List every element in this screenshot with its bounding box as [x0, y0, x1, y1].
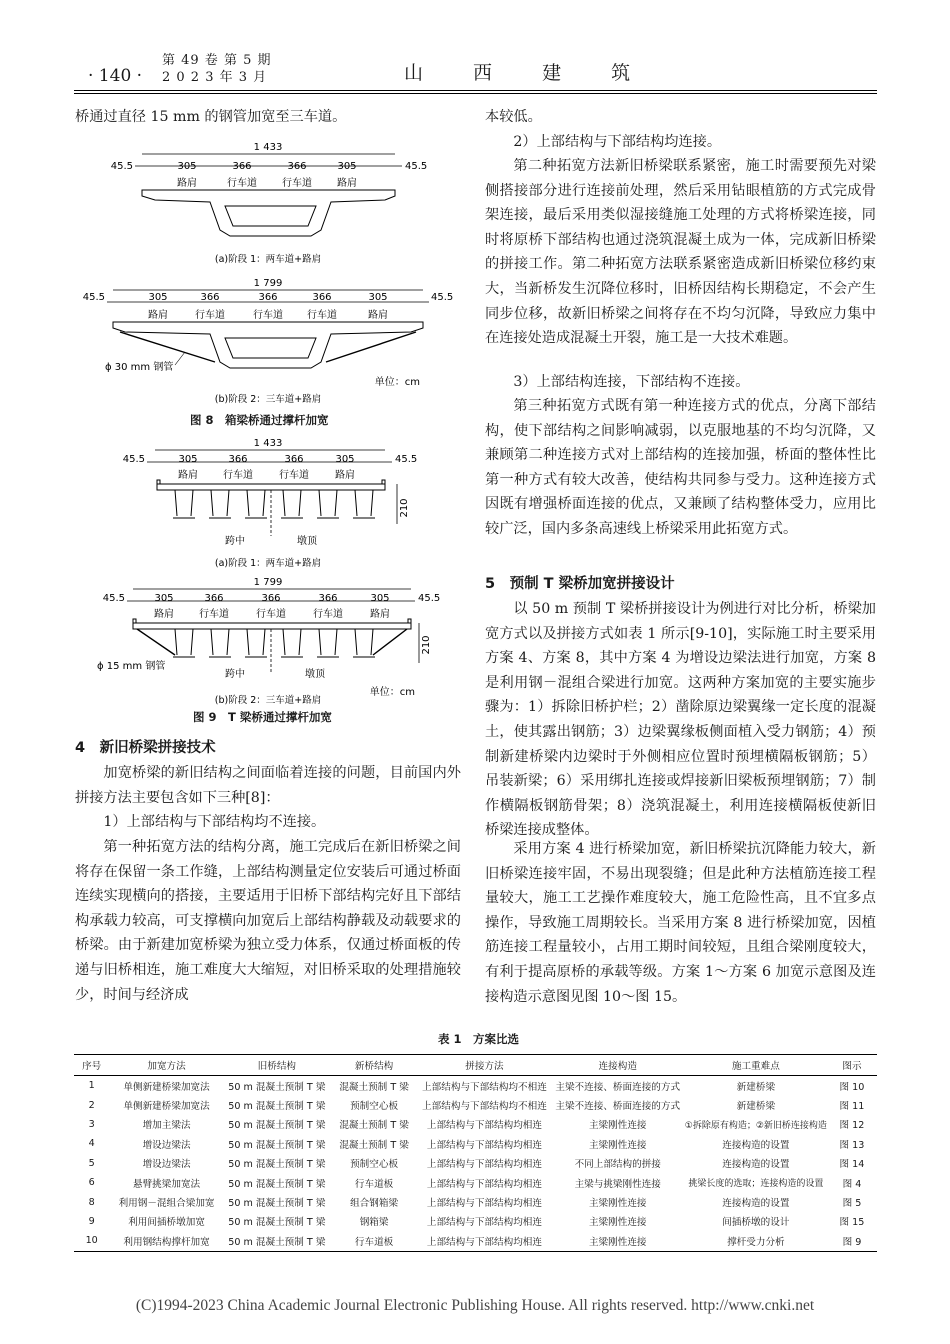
table-cell: 主梁不连接、桥面连接的方式	[555, 1101, 681, 1113]
table-cell: 4	[88, 1138, 95, 1150]
lane-label: 行车道	[199, 609, 229, 620]
table-cell: 挑梁长度的选取；连接构造的设置	[688, 1179, 824, 1190]
table-cell: 图 11	[839, 1101, 865, 1113]
pier-top-label: 墩顶	[305, 669, 325, 680]
lane-label: 路肩	[154, 609, 174, 620]
table-cell: 增加主梁法	[142, 1120, 191, 1132]
table-row	[74, 1212, 877, 1231]
table-cell: 2	[88, 1099, 95, 1111]
pipe-label: ϕ 15 mm 钢管	[97, 661, 166, 672]
height-label: 210	[399, 498, 410, 518]
paragraph: 第一种拓宽方法的结构分离，施工完成后在新旧桥梁之间将存在保留一条工作缝，上部结构测量定位安装后可通过桥面连续实现横向的搭接，主要适用于旧桥下部结构完好且下部结构承载力较高，可支撑横向加宽后上部结构静载及动载要求的桥梁。由于新建加宽桥梁为独立受力体系，仅通过桥面板的传递与旧桥相连，施工难度大大缩短，对旧桥采取的处理措施较少，时间与经济成	[75, 839, 461, 1003]
table-cell: 5	[88, 1157, 95, 1169]
figure-caption: 图 8 箱梁桥通过撑杆加宽	[190, 413, 329, 427]
journal-title: 山 西 建 筑	[404, 62, 653, 84]
table-cell: 预制空心板	[350, 1159, 399, 1171]
pier-top-label: 墩顶	[297, 536, 317, 547]
subfigure-caption: (b)阶段 2：三车道+路肩	[214, 394, 322, 405]
table-cell: 图 9	[827, 1231, 877, 1251]
lane-label: 路肩	[178, 470, 198, 481]
table-row	[74, 1095, 877, 1114]
list-item: 1）上部结构与下部结构均不连接。	[103, 814, 326, 830]
subfigure-caption: (a)阶段 1：两车道+路肩	[214, 558, 322, 569]
table-cell: 50 m 混凝土预制 T 梁	[228, 1217, 326, 1229]
edge-right-label: 45.5	[418, 593, 441, 604]
table-cell: 上部结构与下部结构均相连	[426, 1159, 542, 1171]
figure-9b	[75, 573, 461, 713]
table-cell: 连接构造的设置	[722, 1139, 790, 1151]
scheme-comparison-table	[74, 1054, 877, 1252]
table-cell: 主梁刚性连接	[588, 1139, 647, 1151]
table-cell: 50 m 混凝土预制 T 梁	[228, 1139, 326, 1151]
copyright-footer: (C)1994-2023 China Academic Journal Electronic Publishing House. All rights reserved. http://www.cnki.net	[135, 1297, 815, 1314]
table-cell: 图 15	[839, 1217, 865, 1229]
dim-labels	[178, 454, 355, 481]
unit-label: 单位：cm	[369, 687, 415, 698]
table-cell: 上部结构与下部结构均相连	[418, 1231, 550, 1251]
table-cell: 组合钢箱梁	[350, 1198, 399, 1210]
dim-labels	[148, 292, 388, 321]
table-cell: 增设边梁法	[142, 1139, 191, 1151]
table-cell: 利用间插桥墩加宽	[128, 1217, 205, 1229]
table-cell: 9	[88, 1215, 95, 1227]
table-cell: 钢箱梁	[359, 1217, 389, 1229]
figure-8b	[75, 270, 461, 420]
mid-span-label: 跨中	[225, 536, 245, 547]
edge-right-label: 45.5	[395, 454, 418, 465]
table-cell: 上部结构与下部结构均不相连	[422, 1101, 547, 1113]
header-rule	[74, 90, 877, 91]
lane-label: 行车道	[279, 470, 309, 481]
paragraph: 采用方案 4 进行桥梁加宽，新旧桥梁抗沉降能力较大，新旧桥梁连接牢固，不易出现裂缝；但是此种方法植筋连接工程量较大，施工工艺操作难度较大，施工危险性高，且不宜多点操作，导致施工周期较长。当采用方案 8 进行桥梁加宽，因植筋连接工程量较小，占用工期时间较短，且组合梁刚度较大，有利于提高原桥的承载等级。方案 1～方案 6 加宽示意图及连接构造示意图见图 10～图 15。	[485, 841, 876, 1005]
dim-label: 366	[258, 292, 278, 303]
table-cell: 增设边梁法	[142, 1159, 191, 1171]
figure-9a	[75, 436, 461, 574]
table-cell: 50 m 混凝土预制 T 梁	[228, 1178, 326, 1190]
lane-label: 行车道	[307, 310, 337, 321]
lane-label: 行车道	[253, 310, 283, 321]
table-cell: 图 12	[839, 1120, 865, 1132]
table-row	[74, 1192, 877, 1211]
box-girder-section	[142, 190, 395, 236]
table-cell: 主梁与挑梁刚性连接	[574, 1178, 661, 1190]
lane-label: 路肩	[177, 178, 197, 189]
dim-labels	[154, 593, 390, 620]
dim-label: 305	[148, 292, 168, 303]
figure-caption: 图 9 T 梁桥通过撑杆加宽	[193, 710, 332, 724]
table-cell: 50 m 混凝土预制 T 梁	[228, 1101, 326, 1113]
table-cell: 图 14	[839, 1159, 865, 1171]
table-cell: 利用钢－混组合梁加宽	[118, 1198, 215, 1210]
table-cell: 主梁刚性连接	[551, 1231, 685, 1251]
dim-label: 366	[312, 292, 332, 303]
table-cell: 上部结构与下部结构均相连	[426, 1120, 542, 1132]
table-cell: 3	[88, 1118, 95, 1130]
dim-label: 366	[204, 593, 224, 604]
dim-label: 305	[368, 292, 388, 303]
table-cell: 不同上部结构的拼接	[574, 1159, 661, 1171]
table-cell: 6	[88, 1177, 95, 1189]
edge-left-label: 45.5	[110, 161, 133, 172]
lane-label: 行车道	[227, 178, 257, 189]
table-cell: 主梁刚性连接	[588, 1217, 647, 1229]
header-cell: 序号	[74, 1055, 109, 1076]
dim-label: 366	[287, 161, 307, 172]
date-line: 2 0 2 3 年 3 月	[162, 70, 268, 85]
total-width-label: 1 799	[253, 278, 283, 289]
page-number: · 140 ·	[88, 66, 143, 86]
dim-label: 366	[232, 161, 252, 172]
lane-label: 路肩	[368, 310, 388, 321]
header-rule	[74, 93, 877, 94]
table-cell: 图 13	[839, 1139, 865, 1151]
table-cell: 主梁不连接、桥面连接的方式	[555, 1081, 681, 1093]
paragraph: 本较低。	[485, 109, 542, 125]
table-cell: 利用钢结构撑杆加宽	[109, 1231, 223, 1251]
table-cell: 10	[74, 1231, 109, 1251]
lane-label: 路肩	[335, 470, 355, 481]
table-cell: 单侧新建桥梁加宽法	[123, 1101, 210, 1113]
lane-label: 行车道	[282, 178, 312, 189]
table-cell: 图 4	[842, 1178, 862, 1190]
list-item: 3）上部结构连接，下部结构不连接。	[513, 374, 750, 390]
table-cell: 50 m 混凝土预制 T 梁	[228, 1198, 326, 1210]
dim-label: 366	[284, 454, 304, 465]
edge-left-label: 45.5	[102, 593, 125, 604]
lane-label: 路肩	[148, 310, 168, 321]
table-cell: 连接构造的设置	[722, 1198, 790, 1210]
list-item: 2）上部结构与下部结构均连接。	[513, 134, 722, 150]
dim-label: 366	[228, 454, 248, 465]
table-cell: 上部结构与下部结构均相连	[426, 1178, 542, 1190]
dim-labels	[177, 161, 357, 189]
edge-right-label: 45.5	[431, 292, 454, 303]
lane-label: 路肩	[370, 609, 390, 620]
header-cell: 连接构造	[551, 1055, 685, 1076]
dim-label: 305	[178, 454, 198, 465]
header-cell: 旧桥结构	[224, 1055, 330, 1076]
mid-span-label: 跨中	[225, 669, 245, 680]
total-width-label: 1 799	[253, 577, 283, 588]
table-cell: 行车道板	[330, 1231, 418, 1251]
paragraph: 桥通过直径 15 mm 的钢管加宽至三车道。	[75, 109, 347, 125]
table-cell: 撑杆受力分析	[685, 1231, 827, 1251]
table-cell: 上部结构与下部结构均相连	[426, 1198, 542, 1210]
paragraph: 第二种拓宽方法新旧桥梁联系紧密，施工时需要预先对梁侧搭接部分进行连接前处理，然后采用钻眼植筋的方式完成骨架连接，最后采用类似湿接缝施工处理的方式将桥梁连接，同时将原桥下部结构也通过浇筑混凝土成为一体，完成新旧桥梁的拼接工作。第二种拓宽方法联系紧密造成新旧桥梁位移约束大，当新桥发生沉降位移时，旧桥因结构长期稳定，不会产生同步位移，故新旧桥梁之间将存在不均匀沉降，导致应力集中在连接处造成混凝土开裂，施工是一大技术难题。	[485, 158, 876, 347]
table-cell: 图 5	[842, 1198, 862, 1210]
header-cell: 新桥结构	[330, 1055, 418, 1076]
table-cell: 上部结构与下部结构均相连	[426, 1139, 542, 1151]
table-cell: 8	[88, 1196, 95, 1208]
lane-label: 行车道	[256, 609, 286, 620]
dim-label: 366	[200, 292, 220, 303]
header-cell: 图示	[827, 1055, 877, 1076]
dim-label: 305	[154, 593, 174, 604]
total-width-label: 1 433	[253, 438, 283, 449]
table-cell: 1	[88, 1080, 95, 1092]
table-cell: 50 m 混凝土预制 T 梁	[228, 1120, 326, 1132]
pipe-label: ϕ 30 mm 钢管	[105, 362, 174, 373]
height-label: 210	[421, 635, 432, 655]
edge-left-label: 45.5	[122, 454, 145, 465]
table-cell: 上部结构与下部结构均不相连	[422, 1081, 547, 1093]
table-cell: 行车道板	[354, 1178, 394, 1190]
table-row	[74, 1134, 877, 1153]
dim-label: 366	[261, 593, 281, 604]
lane-label: 行车道	[223, 470, 253, 481]
header-cell: 施工重难点	[685, 1055, 827, 1076]
lane-label: 路肩	[337, 178, 357, 189]
table-cell: 50 m 混凝土预制 T 梁	[228, 1159, 326, 1171]
table-cell: 间插桥墩的设计	[722, 1217, 790, 1229]
header-cell: 拼接方法	[418, 1055, 550, 1076]
edge-right-label: 45.5	[405, 161, 428, 172]
table-row	[74, 1231, 877, 1251]
edge-left-label: 45.5	[82, 292, 105, 303]
table-cell: 图 10	[839, 1081, 865, 1093]
t-girder-section	[133, 619, 411, 657]
table-row	[74, 1076, 877, 1096]
table-cell: 50 m 混凝土预制 T 梁	[224, 1231, 330, 1251]
table-row	[74, 1173, 877, 1192]
dim-label: 305	[370, 593, 390, 604]
volume-info	[162, 52, 271, 86]
subfigure-caption: (b)阶段 2：三车道+路肩	[214, 695, 322, 706]
lane-label: 行车道	[313, 609, 343, 620]
table-caption: 表 1 方案比选	[438, 1032, 520, 1046]
paragraph: 第三种拓宽方式既有第一种连接方式的优点，分离下部结构，使下部结构之间影响减弱，以克服地基的不均匀沉降，又兼顾第二种连接方式对上部结构的连接加强，桥面的整体性比第一种方式有较大改善，使结构共同参与受力。这种连接方式因既有增强桥面连接的优点，又兼顾了结构整体受力，应用比较广泛，国内多条高速线上桥梁采用此拓宽方式。	[485, 398, 876, 537]
dim-label: 305	[335, 454, 355, 465]
table-cell: 混凝土预制 T 梁	[339, 1081, 409, 1093]
table-cell: 上部结构与下部结构均相连	[426, 1217, 542, 1229]
figure-8a	[75, 138, 461, 268]
table-row	[74, 1154, 877, 1173]
table-cell: 主梁刚性连接	[588, 1120, 647, 1132]
subfigure-caption: (a)阶段 1：两车道+路肩	[214, 254, 322, 265]
table-cell: 混凝土预制 T 梁	[339, 1139, 409, 1151]
table-header-row	[74, 1055, 877, 1076]
paragraph: 以 50 m 预制 T 梁桥拼接设计为例进行对比分析，桥梁加宽方式以及拼接方式如表 1 所示[9-10]，实际施工时主要采用方案 4、方案 8，其中方案 4 为增设边梁法进行加宽，方案 8 是利用钢－混组合梁进行加宽。这两种方案加宽的主要实施步骤为：1）拆除旧桥护栏；2）凿除原边梁翼缘一定长度的混凝土，使其露出钢筋；3）边梁翼缘板侧面植入受力钢筋；4）预制新建桥梁内边梁时于外侧相应位置时预埋横隔板钢筋；5）吊装新梁；6）采用绑扎连接或焊接新旧梁板预埋钢筋；7）制作横隔板钢筋骨架；8）浇筑混凝土，利用连接横隔板使新旧桥梁连接成整体。	[485, 601, 876, 839]
volume-line: 第 49 卷 第 5 期	[162, 53, 272, 68]
dim-label: 366	[318, 593, 338, 604]
table-cell: 悬臂挑梁加宽法	[132, 1178, 201, 1190]
header-cell: 加宽方法	[109, 1055, 223, 1076]
table-row	[74, 1115, 877, 1134]
table-cell: 连接构造的设置	[722, 1159, 790, 1171]
table-cell: 主梁刚性连接	[588, 1198, 647, 1210]
table-cell: ①拆除原有构造；②新旧桥连接构造	[684, 1120, 827, 1131]
section-heading: 5 预制 T 梁桥加宽拼接设计	[485, 576, 675, 592]
lane-label: 行车道	[195, 310, 225, 321]
table-cell: 单侧新建桥梁加宽法	[123, 1081, 210, 1093]
section-heading: 4 新旧桥梁拼接技术	[75, 740, 216, 756]
table-cell: 50 m 混凝土预制 T 梁	[228, 1081, 326, 1093]
table-cell: 混凝土预制 T 梁	[339, 1120, 409, 1132]
table-cell: 预制空心板	[350, 1101, 399, 1113]
table-cell: 新建桥梁	[736, 1101, 776, 1113]
total-width-label: 1 433	[253, 142, 283, 153]
unit-label: 单位：cm	[374, 377, 420, 388]
table-cell: 新建桥梁	[736, 1081, 776, 1093]
dim-label: 305	[177, 161, 197, 172]
dim-label: 305	[337, 161, 357, 172]
paragraph: 加宽桥梁的新旧结构之间面临着连接的问题，目前国内外拼接方法主要包含如下三种[8]：	[75, 765, 461, 806]
